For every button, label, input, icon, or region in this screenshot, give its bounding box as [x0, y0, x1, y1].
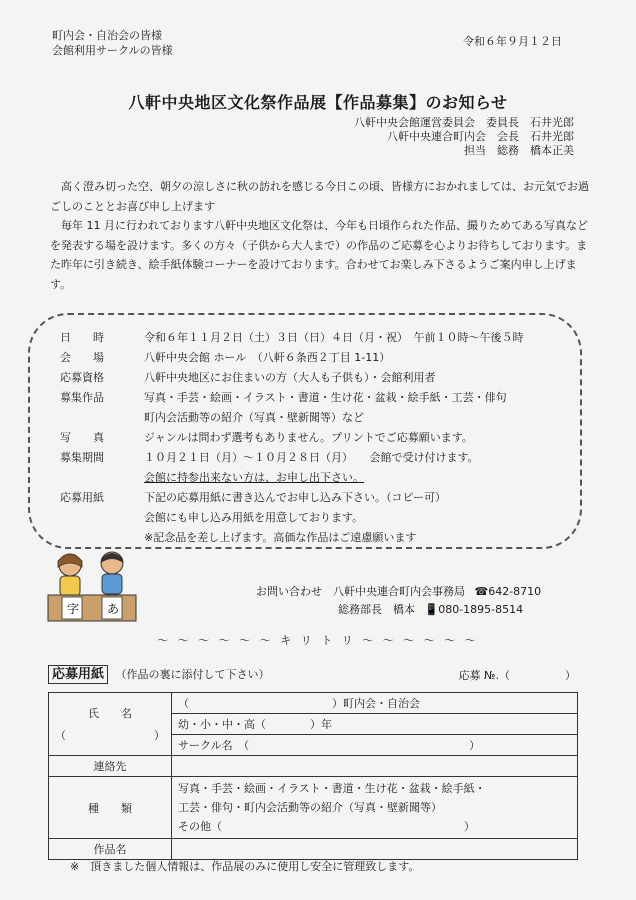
- info-value: １０月２１日（月）～１０月２８日（月） 会館で受け付けます。: [144, 451, 479, 464]
- info-row: [60, 328, 524, 348]
- contact-block: [256, 583, 541, 619]
- info-label: [60, 508, 144, 528]
- issuer-line: 八軒中央会館運営委員会 委員長 石井光郎: [354, 116, 574, 129]
- contact-line: [256, 583, 541, 601]
- info-row: [60, 388, 524, 408]
- info-label: 日 時: [60, 331, 104, 344]
- info-value: ※記念品を差し上げます。高価な作品はご遠慮願います: [144, 531, 417, 544]
- info-label: 募集作品: [60, 391, 104, 404]
- contact-field[interactable]: [172, 756, 578, 777]
- greeting-paragraph: 高く澄み切った空、朝夕の涼しさに秋の訪れを感じる今日この頃、皆様方におかれましては、お元気でお過ごしのこととお喜び申し上げます: [50, 180, 589, 213]
- info-value: ジャンルは問わず選考もありません。プリントでご応募願います。: [144, 431, 473, 444]
- issuer-block: [354, 116, 574, 158]
- office-phone: ☎642-8710: [474, 585, 542, 598]
- info-row: [60, 448, 524, 468]
- contact-line: [256, 601, 541, 619]
- info-row: [60, 508, 524, 528]
- work-title-field[interactable]: [172, 839, 578, 860]
- form-row-work: [49, 839, 578, 860]
- addressee-2: 会館利用サークルの皆様: [52, 44, 173, 57]
- info-value: 八軒中央地区にお住まいの方（大人も子供も）・会館利用者: [144, 371, 436, 384]
- kind-options: 写真・手芸・絵画・イラスト・書道・生け花・盆栽・絵手紙・: [178, 782, 486, 795]
- info-value: 令和６年１１月２日（土）３日（日）４日（月・祝） 午前１０時～午後５時: [144, 331, 524, 344]
- application-form-table: [48, 692, 578, 860]
- form-row-name: [49, 693, 578, 714]
- addressee-1: 町内会・自治会の皆様: [52, 29, 162, 42]
- info-label: [60, 408, 144, 428]
- application-number: 応募 №.（ ）: [458, 669, 576, 682]
- mobile-phone: 📱080-1895-8514: [424, 603, 524, 616]
- info-list: [60, 328, 524, 548]
- info-value: 会館にも申し込み用紙を用意しております。: [144, 511, 364, 524]
- form-header: [48, 663, 270, 682]
- neighborhood-field[interactable]: （ ）町内会・自治会: [172, 693, 578, 714]
- form-title: 応募用紙: [48, 665, 108, 684]
- greeting-paragraph: 毎年 11 月に行われております八軒中央地区文化祭は、今年も日頃作られた作品、撮りためてある写真などを発表する場を設けます。多くの方々（子供から大人まで）の作品のご応募を心よりお待ちしております。また昨年に引き続き、絵手紙体験コーナーを設けております。合わせてお楽しみ下さるようご案内申し上げます。: [50, 219, 588, 291]
- info-label: 募集期間: [60, 451, 104, 464]
- kind-label: 種 類: [49, 777, 172, 839]
- info-value: 下記の応募用紙に書き込んでお申し込み下さい。（コピー可）: [144, 491, 447, 504]
- info-value: 町内会活動等の紹介（写真・壁新聞等）など: [144, 411, 364, 424]
- form-row-kind: [49, 777, 578, 839]
- name-label-cell: [49, 693, 172, 756]
- contact-person: 総務部長 橋本: [338, 603, 415, 616]
- page-title: 八軒中央地区文化祭作品展【作品募集】のお知らせ: [128, 93, 508, 112]
- work-label: 作品名: [49, 839, 172, 860]
- svg-text:字: 字: [67, 602, 80, 616]
- privacy-note: ※ 頂きました個人情報は、作品展のみに使用し安全に管理致します。: [70, 860, 420, 873]
- info-value: 八軒中央会館 ホール （八軒６条西２丁目 1-11）: [144, 351, 391, 364]
- kind-other: その他（ ）: [178, 820, 475, 833]
- children-calligraphy-illustration: [42, 545, 142, 625]
- info-row: [60, 468, 524, 488]
- form-subtitle: （作品の裏に添付して下さい）: [115, 668, 270, 681]
- notice-date: 令和６年９月１２日: [463, 35, 562, 48]
- greeting-body: [50, 177, 590, 294]
- kind-options: 工芸・俳句・町内会活動等の紹介（写真・壁新聞等）: [178, 801, 442, 814]
- info-row: [60, 488, 524, 508]
- grade-field[interactable]: 幼・小・中・高（ ）年: [172, 714, 578, 735]
- contact-office: お問い合わせ 八軒中央連合町内会事務局: [256, 585, 465, 598]
- kind-field[interactable]: [172, 777, 578, 839]
- info-row: [60, 368, 524, 388]
- name-label: 氏 名: [88, 707, 132, 720]
- form-row-contact: [49, 756, 578, 777]
- info-label: 写 真: [60, 431, 104, 444]
- info-label: 応募資格: [60, 371, 104, 384]
- svg-text:あ: あ: [107, 602, 120, 616]
- contact-label: 連絡先: [49, 756, 172, 777]
- info-value: 会館に持参出来ない方は、お申し出下さい。: [144, 471, 364, 484]
- issuer-line: 担当 総務 橋本正美: [464, 144, 574, 157]
- info-row: [60, 408, 524, 428]
- info-row: [60, 348, 524, 368]
- name-paren-field[interactable]: （ ）: [55, 729, 165, 742]
- cut-line: ～ ～ ～ ～ ～ ～ キ リ ト リ ～ ～ ～ ～ ～ ～: [157, 634, 479, 647]
- circle-field[interactable]: サークル名 （ ）: [172, 735, 578, 756]
- info-value: 写真・手芸・絵画・イラスト・書道・生け花・盆栽・絵手紙・工芸・俳句: [144, 391, 507, 404]
- issuer-line: 八軒中央連合町内会 会長 石井光郎: [387, 130, 574, 143]
- info-label: [60, 468, 144, 488]
- info-row: [60, 428, 524, 448]
- info-label: 応募用紙: [60, 491, 104, 504]
- addressee-block: [52, 28, 173, 58]
- info-label: 会 場: [60, 351, 104, 364]
